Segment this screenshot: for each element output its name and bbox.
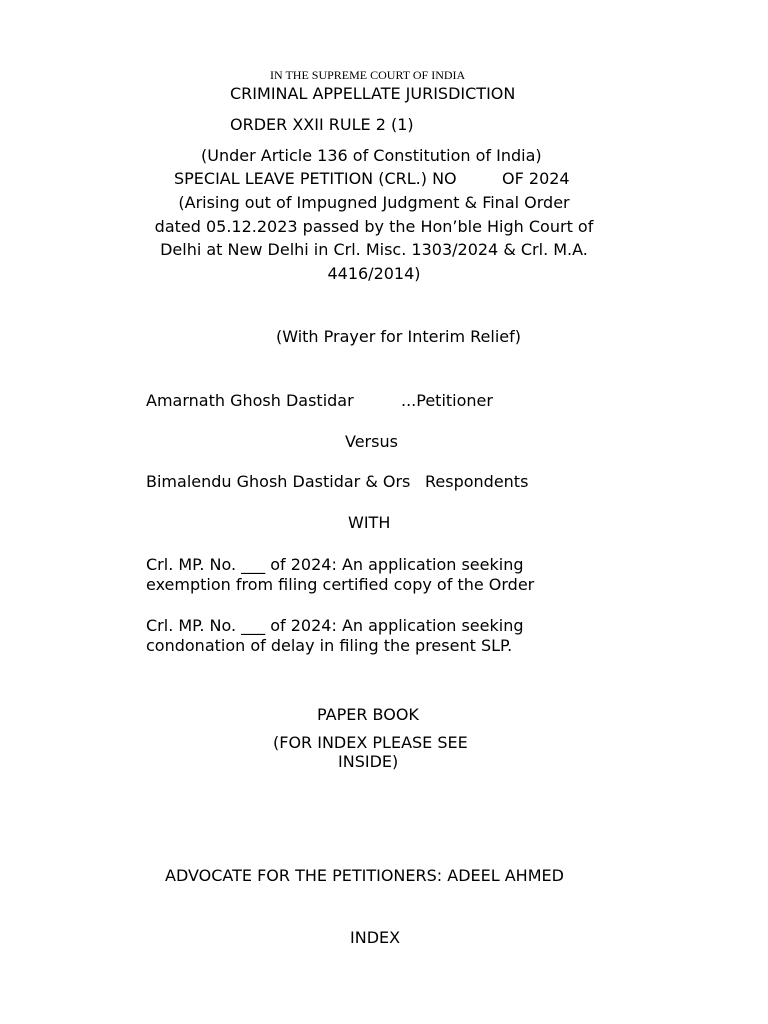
respondent-role: Respondents xyxy=(425,472,529,491)
application-line: Crl. MP. No. ___ of 2024: An application seeking xyxy=(146,555,524,574)
index-note: INSIDE) xyxy=(338,752,399,771)
arising-line: Delhi at New Delhi in Crl. Misc. 1303/2024 & Crl. M.A. xyxy=(160,240,588,259)
application-line: condonation of delay in filing the present SLP. xyxy=(146,636,513,655)
advocate-line: ADVOCATE FOR THE PETITIONERS: ADEEL AHMED xyxy=(165,866,564,885)
application-line: Crl. MP. No. ___ of 2024: An application seeking xyxy=(146,616,524,635)
arising-line: (Arising out of Impugned Judgment & Final Order xyxy=(178,193,570,212)
index-note: (FOR INDEX PLEASE SEE xyxy=(273,733,468,752)
petitioner-role: ...Petitioner xyxy=(401,391,493,410)
petitioner-name: Amarnath Ghosh Dastidar xyxy=(146,391,354,410)
application-line: exemption from filing certified copy of the Order xyxy=(146,575,535,594)
order-rule: ORDER XXII RULE 2 (1) xyxy=(230,115,414,134)
paper-book-title: PAPER BOOK xyxy=(317,705,419,724)
slp-label: SPECIAL LEAVE PETITION (CRL.) NO xyxy=(174,169,457,188)
arising-line: dated 05.12.2023 passed by the Hon’ble High Court of xyxy=(154,217,594,236)
index-heading: INDEX xyxy=(350,928,401,947)
interim-relief-prayer: (With Prayer for Interim Relief) xyxy=(276,327,521,346)
arising-line: 4416/2014) xyxy=(327,264,421,283)
jurisdiction-heading: CRIMINAL APPELLATE JURISDICTION xyxy=(230,84,516,103)
respondent-name: Bimalendu Ghosh Dastidar & Ors xyxy=(146,472,411,491)
article-line: (Under Article 136 of Constitution of India) xyxy=(201,146,542,165)
versus-label: Versus xyxy=(345,432,398,451)
slp-year: OF 2024 xyxy=(502,169,570,188)
with-label: WITH xyxy=(348,513,391,532)
court-name: IN THE SUPREME COURT OF INDIA xyxy=(270,68,466,82)
